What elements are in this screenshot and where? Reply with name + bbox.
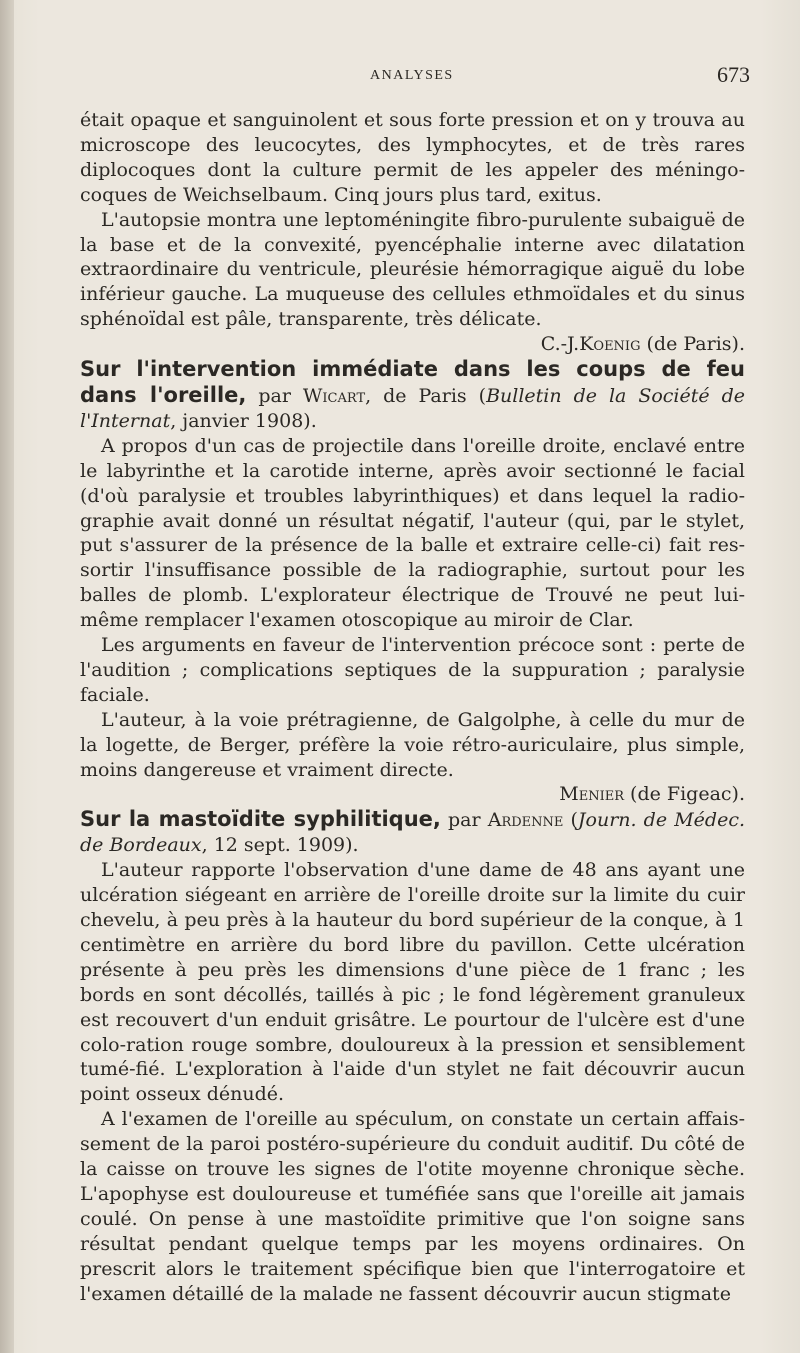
article-author: Ardenne xyxy=(487,809,564,832)
signature-place: (de Paris). xyxy=(646,333,745,356)
running-head: ANALYSES xyxy=(370,68,454,83)
signature-name: Menier xyxy=(559,783,624,806)
article-title: Sur la mastoïdite syphilitique, xyxy=(80,807,441,832)
paragraph: L'auteur, à la voie prétragienne, de Galgolphe, à celle du mur de la logette, de Berger, préfère la voie rétro-auriculaire, plus simple, moins dangereuse et vraiment directe. xyxy=(80,708,745,781)
journal-name: Bulletin de la Société de l'Internat xyxy=(80,384,745,432)
paren-open: ( xyxy=(563,809,578,832)
paragraph: A propos d'un cas de projectile dans l'oreille droite, enclavé entre le labyrinthe et la carotide interne, après avoir sectionné le facial (d'où paralysie et troubles labyrinthiques) et dans lequel la radio-graphie avait donné un résultat négatif, l'auteur (qui, par le stylet, put s'assurer de la présence de la balle et extraire celle-ci) fait res-sortir l'insuffisance possible de la radiographie, surtout pour les balles de plomb. L'explorateur électrique de Trouvé ne peut lui-même remplacer l'examen otoscopique au miroir de Clar. xyxy=(80,434,745,632)
publication-date: , 12 sept. 1909). xyxy=(201,834,359,857)
paragraph: A l'examen de l'oreille au spéculum, on constate un certain affais-sement de la paroi postéro-supérieure du conduit auditif. Du côté de la caisse on trouve les signes de l'otite moyenne chronique sèche. L'apophyse est douloureuse et tuméfiée sans que l'oreille ait jamais coulé. On pense à une mastoïdite primitive que l'on soigne sans résultat pendant quelque temps par les moyens ordinaires. On prescrit alors le traitement spécifique bien que l'interrogatoire et l'examen détaillé de la malade ne fassent découvrir aucun stigmate xyxy=(80,1108,745,1305)
article-heading xyxy=(80,357,745,434)
by-word: par xyxy=(258,384,291,407)
signature-place: (de Figeac). xyxy=(630,783,745,806)
article-title: Sur l'intervention immédiate dans les coups de feu dans l'oreille, xyxy=(80,357,745,407)
author-origin: , de Paris ( xyxy=(365,384,487,407)
article-author: Wicart xyxy=(302,384,366,407)
page-header xyxy=(60,62,750,92)
publication-date: , janvier 1908). xyxy=(170,409,317,432)
journal-name: Journ. de Médec. de Bordeaux xyxy=(80,809,745,857)
signature xyxy=(80,782,745,807)
paragraph: était opaque et sanguinolent et sous forte pression et on y trouva au microscope des leucocytes, des lymphocytes, et de très rares diplocoques dont la culture permit de les appeler des méningo-coques de Weichselbaum. Cinq jours plus tard, exitus. xyxy=(80,109,745,206)
paragraph: L'auteur rapporte l'observation d'une dame de 48 ans ayant une ulcération siégeant en arrière de l'oreille droite sur la limite du cuir chevelu, à peu près à la hauteur du bord supérieur de la conque, à 1 centimètre en arrière du bord libre du pavillon. Cette ulcération présente à peu près les dimensions d'une pièce de 1 franc ; les bords en sont décollés, taillés à pic ; le fond légèrement granuleux est recouvert d'un enduit grisâtre. Le pourtour de l'ulcère est d'une colo-ration rouge sombre, douloureux à la pression et sensiblement tumé-fié. L'exploration à l'aide d'un stylet ne fait découvrir aucun point osseux dénudé. xyxy=(80,859,745,1106)
signature-name: C.-J.Koenig xyxy=(540,333,641,356)
paragraph: Les arguments en faveur de l'intervention précoce sont : perte de l'audition ; complications septiques de la suppuration ; paralysie faciale. xyxy=(80,634,745,706)
article-heading xyxy=(80,807,745,858)
signature xyxy=(80,332,745,357)
body-text xyxy=(80,108,745,1307)
page-number: 673 xyxy=(717,62,750,87)
page-binding-shadow xyxy=(0,0,14,1353)
paragraph: L'autopsie montra une leptoméningite fibro-purulente subaiguë de la base et de la convexité, pyencéphalie interne avec dilatation extraordinaire du ventricule, pleurésie hémorragique aiguë du lobe inférieur gauche. La muqueuse des cellules ethmoïdales et du sinus sphénoïdal est pâle, transparente, très délicate. xyxy=(80,208,745,331)
by-word: par xyxy=(448,809,481,832)
